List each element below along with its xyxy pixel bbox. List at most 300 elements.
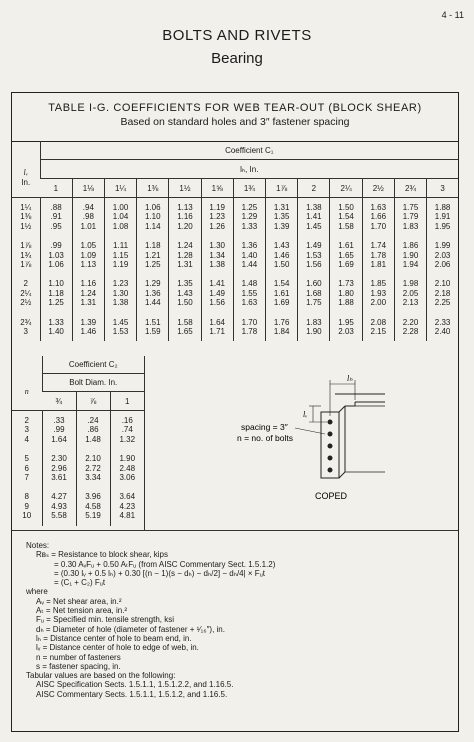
c1-value: .98 xyxy=(82,212,94,222)
c1-value: 1.54 xyxy=(338,212,354,222)
c1-value: 1.58 xyxy=(338,221,354,231)
lv-header-unit: In. xyxy=(21,178,31,188)
c1-value: 1.78 xyxy=(241,327,258,337)
c2-label: Coefficient C₂ xyxy=(42,356,144,374)
c1-value: 1.90 xyxy=(306,327,322,337)
lv-value: 2¾ xyxy=(20,317,32,327)
c2-value: .33 xyxy=(53,416,65,425)
c1-value: 1.29 xyxy=(144,279,161,289)
c2-value: 4.81 xyxy=(119,511,136,521)
lh-column-header: 1⅞ xyxy=(266,179,298,198)
c1-value: 1.31 xyxy=(273,203,290,212)
c1-value: 1.23 xyxy=(209,212,225,222)
c1-value: 1.24 xyxy=(80,288,97,298)
c1-value: 1.76 xyxy=(273,317,290,327)
n-value: 5 xyxy=(24,454,29,464)
c2-value: 1.48 xyxy=(85,434,101,444)
c1-value: 1.41 xyxy=(209,279,225,289)
c1-value: 1.94 xyxy=(402,260,419,270)
c1-value: 1.71 xyxy=(209,327,225,337)
c1-value-column xyxy=(40,236,72,274)
c2-value: 1.64 xyxy=(51,434,67,444)
lh-column-header: 1 xyxy=(40,179,72,198)
lv-header-label: lᵥ xyxy=(23,168,28,178)
c1-value: 1.36 xyxy=(241,241,258,251)
c1-value: 1.84 xyxy=(273,327,290,337)
c2-value: 5.19 xyxy=(85,511,101,521)
c2-value: 3.61 xyxy=(51,473,67,483)
c1-value: 1.70 xyxy=(241,317,258,327)
lv-value: 2½ xyxy=(20,298,32,308)
c1-value: 1.75 xyxy=(306,298,322,308)
c1-value-column xyxy=(266,274,298,312)
c1-value: 1.70 xyxy=(370,221,387,231)
c1-value: .99 xyxy=(50,241,62,251)
n-value: 9 xyxy=(24,501,29,511)
c1-value: 1.74 xyxy=(370,241,387,251)
c1-value: 1.28 xyxy=(177,250,193,260)
c1-value: 1.99 xyxy=(434,241,451,251)
c1-value: 1.30 xyxy=(209,241,225,251)
lh-column-header: 2 xyxy=(298,179,330,198)
c2-value: .99 xyxy=(53,425,65,435)
c1-value: 2.03 xyxy=(338,327,354,337)
c1-value: 1.40 xyxy=(48,327,64,337)
c1-value: 1.46 xyxy=(273,250,290,260)
c1-value: 1.45 xyxy=(112,317,129,327)
c1-value: 1.83 xyxy=(402,221,419,231)
c1-value-column xyxy=(394,274,426,312)
c1-value: 1.91 xyxy=(434,212,451,222)
note-line: = (0.30 lᵥ + 0.5 lₕ) + 0.30 [(n − 1)(s − dₕ) − dₕ/2] − dₕ/4| × Fᵤt xyxy=(54,568,265,578)
lh-column-header: 3 xyxy=(427,179,458,198)
c1-value: 1.55 xyxy=(241,288,258,298)
c2-value: 2.48 xyxy=(119,463,136,473)
lh-column-header: 1¼ xyxy=(104,179,136,198)
c1-value-column xyxy=(169,198,201,237)
lv-value: 1⅜ xyxy=(20,212,32,222)
note-line: = (C₁ + C₂) Fᵤt xyxy=(54,578,106,588)
c2-row-group xyxy=(12,487,144,525)
c2-value: .74 xyxy=(121,425,133,435)
page-subtitle: Bearing xyxy=(211,50,263,67)
c2-value: 4.93 xyxy=(51,501,67,511)
lh-column-header: 1¾ xyxy=(233,179,265,198)
c2-bolt-row xyxy=(12,374,144,392)
c1-value-column xyxy=(201,198,233,237)
c1-value: 2.00 xyxy=(370,298,387,308)
table-subtitle: Based on standard holes and 3″ fastener spacing xyxy=(120,116,350,128)
c1-value-column xyxy=(104,236,136,274)
c1-value: 1.61 xyxy=(338,241,354,251)
coped-label: COPED xyxy=(315,491,348,501)
note-line: AISC Specification Sects. 1.5.1.1, 1.5.1.2.2, and 1.16.5. xyxy=(36,680,234,690)
coped-connection-figure xyxy=(144,356,459,531)
lh-column-header: 2¾ xyxy=(394,179,426,198)
c1-value: 1.98 xyxy=(402,279,419,289)
c1-value: 1.09 xyxy=(80,250,97,260)
lv-value: 1¾ xyxy=(20,250,32,260)
c2-value: .86 xyxy=(87,425,99,435)
c1-value: 1.43 xyxy=(273,241,290,251)
c1-value-column xyxy=(40,274,72,312)
c1-lh-row xyxy=(12,160,458,179)
c2-value-column xyxy=(42,487,76,525)
note-line: Tabular values are based on the following: xyxy=(26,671,176,681)
c1-value: 1.39 xyxy=(80,317,97,327)
c1-row-group xyxy=(12,313,458,342)
c2-value: 3.64 xyxy=(119,492,136,502)
c1-value-column xyxy=(169,274,201,312)
lv-value: 3 xyxy=(23,327,28,337)
c1-value-column xyxy=(427,236,458,274)
bolt-diam-column-header: 1 xyxy=(110,392,144,411)
c1-value-column xyxy=(330,313,362,342)
c1-value: .95 xyxy=(50,221,62,231)
table-frame xyxy=(11,92,459,732)
c1-value: 1.15 xyxy=(112,250,129,260)
c1-value: 1.34 xyxy=(209,250,225,260)
n-value: 8 xyxy=(24,492,29,502)
note-line: Rʙₛ = Resistance to block shear, kips xyxy=(36,550,168,560)
c1-value: 1.80 xyxy=(338,288,354,298)
c1-value: 1.33 xyxy=(48,317,64,327)
c1-value: 1.51 xyxy=(144,317,161,327)
notes-heading: Notes: xyxy=(26,541,50,550)
c1-value: .94 xyxy=(82,203,94,212)
c1-value-column xyxy=(362,274,394,312)
c1-value: 1.16 xyxy=(177,212,193,222)
c1-row-group xyxy=(12,274,458,312)
note-line: n = number of fasteners xyxy=(36,652,121,662)
c1-value-column xyxy=(72,274,104,312)
c1-value: 2.33 xyxy=(434,317,451,327)
c1-value-column xyxy=(298,274,330,312)
table-title: TABLE I-G. COEFFICIENTS FOR WEB TEAR-OUT (BLOCK SHEAR) xyxy=(48,102,422,114)
c1-value-column xyxy=(266,313,298,342)
c1-value: 1.58 xyxy=(177,317,193,327)
n-values xyxy=(12,411,42,450)
note-line: s = fastener spacing, in. xyxy=(36,661,121,671)
c1-value-column xyxy=(233,198,265,237)
c1-value: 1.56 xyxy=(209,298,225,308)
n-values xyxy=(12,449,42,487)
c1-value: 1.79 xyxy=(402,212,419,222)
c1-value: 1.24 xyxy=(177,241,193,251)
c2-value-column xyxy=(76,411,110,450)
lv-value: 1¼ xyxy=(20,203,32,212)
c1-row-group xyxy=(12,236,458,274)
c2-value: 5.58 xyxy=(51,511,67,521)
c1-value: 1.50 xyxy=(338,203,354,212)
c1-value: 2.03 xyxy=(434,250,451,260)
lh-header: lₕ, In. xyxy=(40,160,458,179)
c1-value-column xyxy=(233,313,265,342)
c1-value-column xyxy=(427,274,458,312)
c1-value: .88 xyxy=(50,203,62,212)
c1-value: 1.56 xyxy=(306,260,322,270)
c1-value: 1.36 xyxy=(144,288,161,298)
c1-value-column xyxy=(362,236,394,274)
lv-value: 2 xyxy=(23,279,28,289)
c1-value: 1.23 xyxy=(112,279,129,289)
c1-value: 1.64 xyxy=(209,317,225,327)
coefficient-c1-table xyxy=(12,141,458,341)
c1-value: 1.11 xyxy=(113,241,129,251)
c2-label-corner xyxy=(12,356,42,374)
bolts-count-label: n = no. of bolts xyxy=(237,433,293,443)
c1-value-column xyxy=(104,274,136,312)
c1-value-column xyxy=(362,313,394,342)
c2-value-column xyxy=(42,449,76,487)
c1-value-column xyxy=(137,274,169,312)
lv-value: 1⅞ xyxy=(20,241,32,251)
c1-value: 1.06 xyxy=(48,260,64,270)
c1-value-column xyxy=(298,313,330,342)
c1-value-column xyxy=(298,236,330,274)
page-number: 4 - 11 xyxy=(441,10,464,20)
c1-value: 1.14 xyxy=(144,221,161,231)
c1-value: 1.44 xyxy=(144,298,161,308)
lv-values xyxy=(12,198,40,237)
c1-value: 1.05 xyxy=(80,241,97,251)
c2-value: 2.72 xyxy=(85,463,101,473)
c1-value: 1.18 xyxy=(144,241,161,251)
c1-label: Coefficient C₁ xyxy=(40,141,458,160)
note-line: where xyxy=(26,587,48,597)
lv-header xyxy=(12,160,40,198)
c1-value: 1.16 xyxy=(80,279,97,289)
c1-value: 1.26 xyxy=(209,221,225,231)
c2-value-column xyxy=(76,487,110,525)
c1-value: 1.88 xyxy=(338,298,354,308)
bolt-diam-column-header: ⅞ xyxy=(76,392,110,411)
c1-value: 1.69 xyxy=(273,298,290,308)
note-line: Aₜ = Net tension area, in.² xyxy=(36,606,128,616)
c1-value: 1.48 xyxy=(241,279,258,289)
c1-value: 1.41 xyxy=(306,212,322,222)
c1-value-column xyxy=(427,313,458,342)
c1-value: 1.19 xyxy=(112,260,129,270)
c1-value: 1.45 xyxy=(306,221,322,231)
spacing-label: spacing = 3″ xyxy=(241,422,288,432)
c1-value: 1.18 xyxy=(48,288,64,298)
c1-value-column xyxy=(137,236,169,274)
c1-value-column xyxy=(40,313,72,342)
c2-value: 4.58 xyxy=(85,501,101,511)
coefficient-c2-table xyxy=(12,356,144,526)
c2-value: 2.30 xyxy=(51,454,67,464)
c1-value: 1.53 xyxy=(306,250,322,260)
c1-value: 1.90 xyxy=(402,250,419,260)
c1-value: 1.38 xyxy=(209,260,225,270)
c1-value: 1.61 xyxy=(273,288,290,298)
c1-value-column xyxy=(201,313,233,342)
n-value: 4 xyxy=(24,434,29,444)
c1-value-column xyxy=(266,236,298,274)
c1-value: 1.78 xyxy=(370,250,387,260)
note-line: Aᵥ = Net shear area, in.² xyxy=(36,596,122,606)
c2-value: .24 xyxy=(87,416,99,425)
c1-value: 1.75 xyxy=(402,203,419,212)
c1-value: 2.05 xyxy=(402,288,419,298)
c1-value: 2.13 xyxy=(402,298,419,308)
c1-value-column xyxy=(201,236,233,274)
c2-value-column xyxy=(76,449,110,487)
c1-value: 1.38 xyxy=(112,298,129,308)
c1-value-column xyxy=(233,274,265,312)
c2-row-group xyxy=(12,411,144,450)
c1-value-column xyxy=(394,313,426,342)
note-line: = 0.30 AᵥFᵤ + 0.50 AₜFᵤ (from AISC Commentary Sect. 1.5.1.2) xyxy=(54,559,276,569)
c1-value: 1.31 xyxy=(80,298,97,308)
lv-value: 1½ xyxy=(20,221,32,231)
c1-value-column xyxy=(330,274,362,312)
n-value: 3 xyxy=(24,425,29,435)
c1-value-column xyxy=(362,198,394,237)
c1-value: 1.03 xyxy=(48,250,64,260)
c1-value: 1.83 xyxy=(306,317,322,327)
notes-divider xyxy=(12,530,458,531)
note-line: dₕ = Diameter of hole (diameter of fastener + ¹⁄₁₆″), in. xyxy=(36,624,225,634)
n-value: 7 xyxy=(24,473,29,483)
c1-value-column xyxy=(233,236,265,274)
c2-value: 3.06 xyxy=(119,473,136,483)
c1-value: 1.08 xyxy=(112,221,129,231)
c1-value: 1.10 xyxy=(48,279,64,289)
n-value: 10 xyxy=(22,511,32,521)
c1-value: 1.06 xyxy=(144,203,161,212)
c1-value-column xyxy=(330,236,362,274)
c1-value: 1.65 xyxy=(177,327,193,337)
c1-value-column xyxy=(169,236,201,274)
c1-value: 2.15 xyxy=(370,327,387,337)
c1-value: 1.20 xyxy=(177,221,193,231)
c1-value-column xyxy=(298,198,330,237)
c2-row-group xyxy=(12,449,144,487)
c1-column-headers xyxy=(12,179,458,198)
c1-value: 1.01 xyxy=(80,221,97,231)
c1-value: 1.21 xyxy=(144,250,161,260)
c1-value: 1.39 xyxy=(273,221,290,231)
bolt-diam-header: Bolt Diam. In. xyxy=(42,374,144,392)
c2-value: 4.27 xyxy=(51,492,67,502)
c1-value: 2.10 xyxy=(434,279,451,289)
c1-value: 1.10 xyxy=(144,212,161,222)
c2-value: 3.96 xyxy=(85,492,101,502)
c1-value: 1.65 xyxy=(338,250,354,260)
note-line: AISC Commentary Sects. 1.5.1.1, 1.5.1.2, and 1.16.5. xyxy=(36,689,228,699)
c2-value: 3.34 xyxy=(85,473,101,483)
note-line: lₕ = Distance center of hole to beam end, in. xyxy=(36,633,192,643)
c1-value: 1.49 xyxy=(209,288,225,298)
n-header: n xyxy=(12,374,42,411)
note-line: lᵥ = Distance center of hole to edge of web, in. xyxy=(36,643,199,653)
c1-value-column xyxy=(201,274,233,312)
c1-value-column xyxy=(394,236,426,274)
lh-column-header: 1½ xyxy=(169,179,201,198)
c1-row-group xyxy=(12,198,458,237)
c1-value: 1.86 xyxy=(402,241,419,251)
c1-value: 1.63 xyxy=(370,203,387,212)
c1-value: 1.38 xyxy=(306,203,322,212)
notes-section xyxy=(26,541,446,699)
c1-value: 1.95 xyxy=(434,221,451,231)
c2-value-column xyxy=(110,487,144,525)
c1-value: 2.20 xyxy=(402,317,419,327)
c1-value: 1.69 xyxy=(338,260,354,270)
c1-value: 1.63 xyxy=(241,298,258,308)
c1-value: 1.19 xyxy=(209,203,225,212)
c1-value-column xyxy=(72,313,104,342)
n-value: 2 xyxy=(24,416,29,425)
lh-column-header: 2¼ xyxy=(330,179,362,198)
lv-values xyxy=(12,236,40,274)
c1-value: 1.00 xyxy=(112,203,129,212)
c1-value: 1.60 xyxy=(306,279,322,289)
c1-value: 2.40 xyxy=(434,327,451,337)
c1-value: 1.25 xyxy=(241,203,258,212)
c1-value: 1.44 xyxy=(241,260,258,270)
c1-value: 1.13 xyxy=(177,203,193,212)
c2-value: 2.10 xyxy=(85,454,101,464)
c1-value: 1.73 xyxy=(338,279,354,289)
c1-value-column xyxy=(169,313,201,342)
lh-column-header: 1⅜ xyxy=(137,179,169,198)
c1-value-column xyxy=(330,198,362,237)
c2-value: 2.96 xyxy=(51,463,67,473)
c1-value: 1.93 xyxy=(370,288,387,298)
c1-value: 1.54 xyxy=(273,279,290,289)
c2-value-column xyxy=(110,411,144,450)
n-value: 6 xyxy=(24,463,29,473)
coped-connection-diagram xyxy=(145,356,459,531)
c1-value: 1.13 xyxy=(80,260,97,270)
c1-value: 1.25 xyxy=(144,260,161,270)
c1-value: 1.31 xyxy=(177,260,193,270)
c1-value: 1.46 xyxy=(80,327,97,337)
lv-values xyxy=(12,274,40,312)
c1-value-column xyxy=(40,198,72,237)
c2-value: 4.23 xyxy=(119,501,136,511)
lv-value: 2¼ xyxy=(20,288,32,298)
c2-value: 1.32 xyxy=(119,434,136,444)
c1-value: 1.40 xyxy=(241,250,258,260)
c1-value: 1.88 xyxy=(434,203,451,212)
c1-label-row xyxy=(12,141,458,160)
c1-value: 1.85 xyxy=(370,279,387,289)
c2-value-column xyxy=(42,411,76,450)
c1-value: 1.35 xyxy=(177,279,193,289)
lv-dimension-label: lᵥ xyxy=(303,410,308,419)
c1-value: 1.50 xyxy=(273,260,290,270)
lh-column-header: 1⅛ xyxy=(72,179,104,198)
c1-value-column xyxy=(266,198,298,237)
c1-value: 1.66 xyxy=(370,212,387,222)
c1-value-column xyxy=(104,198,136,237)
c1-value: 2.06 xyxy=(434,260,451,270)
c1-value: 2.28 xyxy=(402,327,419,337)
c1-value: 2.18 xyxy=(434,288,451,298)
lv-value: 1⅞ xyxy=(20,260,32,270)
c1-value: 1.04 xyxy=(112,212,129,222)
c1-value: 1.30 xyxy=(112,288,129,298)
c1-value: 1.33 xyxy=(241,221,258,231)
c1-value-column xyxy=(137,313,169,342)
c1-value-column xyxy=(394,198,426,237)
c1-value: 1.50 xyxy=(177,298,193,308)
note-line: Fᵤ = Specified min. tensile strength, ksi xyxy=(36,615,175,625)
